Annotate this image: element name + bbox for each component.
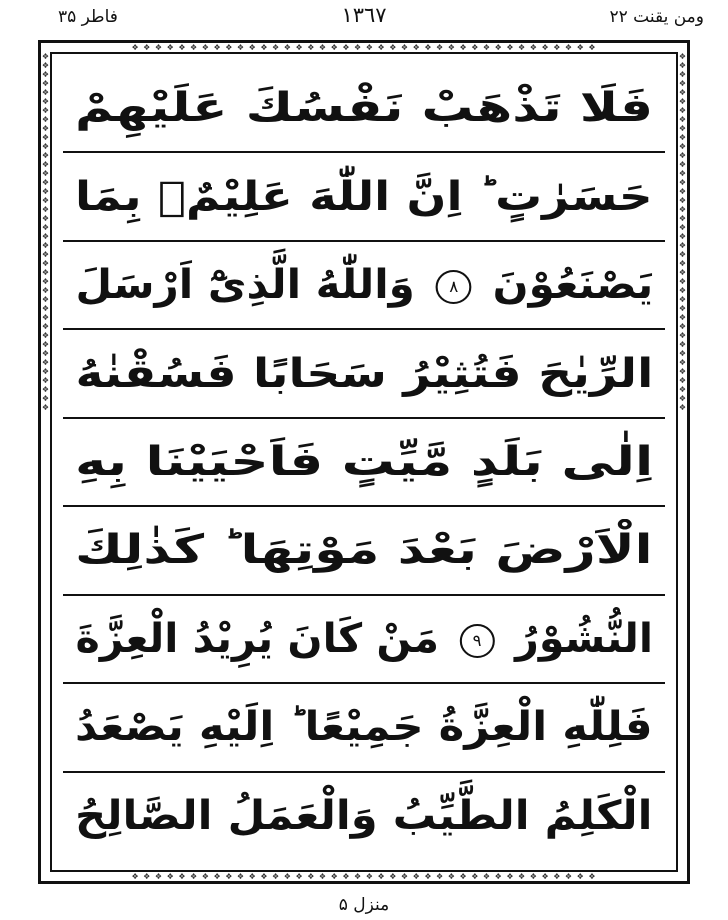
verse-line-text: اِلٰى بَلَدٍ مَّيِّتٍ فَاَحْيَيْنَا بِهِ [74, 438, 654, 485]
verse-line-5 [63, 419, 665, 507]
verse-line-2 [63, 153, 665, 241]
ayah-number-marker: ٩ [459, 624, 494, 658]
verse-segment: النُّشُوْرُ [514, 615, 653, 662]
verse-line-6 [63, 507, 665, 595]
ornamental-border-bottom: ❖ ❖ ❖ ❖ ❖ ❖ ❖ ❖ ❖ ❖ ❖ ❖ ❖ ❖ ❖ ❖ ❖ ❖ ❖ ❖ ❖ ❖ ❖ ❖ ❖ ❖ ❖ ❖ ❖ ❖ ❖ ❖ ❖ ❖ ❖ ❖ ❖ ❖ ❖ ❖ [131, 872, 597, 881]
verse-segment: مَنْ كَانَ يُرِيْدُ الْعِزَّةَ [75, 615, 439, 662]
verse-line-4 [63, 330, 665, 418]
verse-line-text: حَسَرٰتٍ ؕ اِنَّ اللّٰهَ عَلِيْمٌۢ بِمَا [75, 173, 653, 220]
verse-segment: يَصْنَعُوْنَ [492, 262, 653, 309]
surah-name-label: فاطر ٣۵ [58, 7, 118, 27]
ornamental-border-right: ❖ ❖ ❖ ❖ ❖ ❖ ❖ ❖ ❖ ❖ ❖ ❖ ❖ ❖ ❖ ❖ ❖ ❖ ❖ ❖ ❖ ❖ ❖ ❖ ❖ ❖ ❖ ❖ ❖ ❖ ❖ ❖ ❖ ❖ ❖ ❖ ❖ ❖ ❖ ❖ [678, 52, 687, 412]
ornamental-border-top: ❖ ❖ ❖ ❖ ❖ ❖ ❖ ❖ ❖ ❖ ❖ ❖ ❖ ❖ ❖ ❖ ❖ ❖ ❖ ❖ ❖ ❖ ❖ ❖ ❖ ❖ ❖ ❖ ❖ ❖ ❖ ❖ ❖ ❖ ❖ ❖ ❖ ❖ ❖ ❖ [131, 43, 597, 52]
verse-line-text: فَلَا تَذْهَبْ نَفْسُكَ عَلَيْهِمْ [74, 85, 654, 132]
verse-line-text: فَلِلّٰهِ الْعِزَّةُ جَمِيْعًا ؕ اِلَيْهِ يَصْعَدُ [75, 704, 653, 751]
ornamental-border-left: ❖ ❖ ❖ ❖ ❖ ❖ ❖ ❖ ❖ ❖ ❖ ❖ ❖ ❖ ❖ ❖ ❖ ❖ ❖ ❖ ❖ ❖ ❖ ❖ ❖ ❖ ❖ ❖ ❖ ❖ ❖ ❖ ❖ ❖ ❖ ❖ ❖ ❖ ❖ ❖ [41, 52, 50, 412]
verse-line-text [75, 615, 653, 662]
page-border-frame [38, 40, 690, 884]
verse-line-text: الرِّيٰحَ فَتُثِيْرُ سَحَابًا فَسُقْنٰهُ [75, 350, 653, 397]
text-area-frame [50, 52, 678, 872]
verse-lines [63, 65, 665, 859]
verse-line-3 [63, 242, 665, 330]
page-number: ١٣٦٧ [341, 3, 387, 27]
verse-line-text: الْاَرْضَ بَعْدَ مَوْتِهَا ؕ كَذٰلِكَ [75, 527, 653, 574]
verse-line-8 [63, 684, 665, 772]
verse-line-text: الْكَلِمُ الطَّيِّبُ وَالْعَمَلُ الصَّالِحُ [75, 792, 653, 839]
verse-line-9 [63, 773, 665, 859]
juz-name-label: ومن يقنت ٢٢ [609, 7, 704, 27]
manzil-footer: منزل ۵ [338, 895, 390, 915]
ayah-number-marker: ٨ [435, 270, 471, 304]
verse-line-1 [63, 65, 665, 153]
verse-segment: وَاللّٰهُ الَّذِىْٓ اَرْسَلَ [75, 262, 415, 309]
verse-line-7 [63, 596, 665, 684]
verse-line-text [75, 262, 653, 309]
